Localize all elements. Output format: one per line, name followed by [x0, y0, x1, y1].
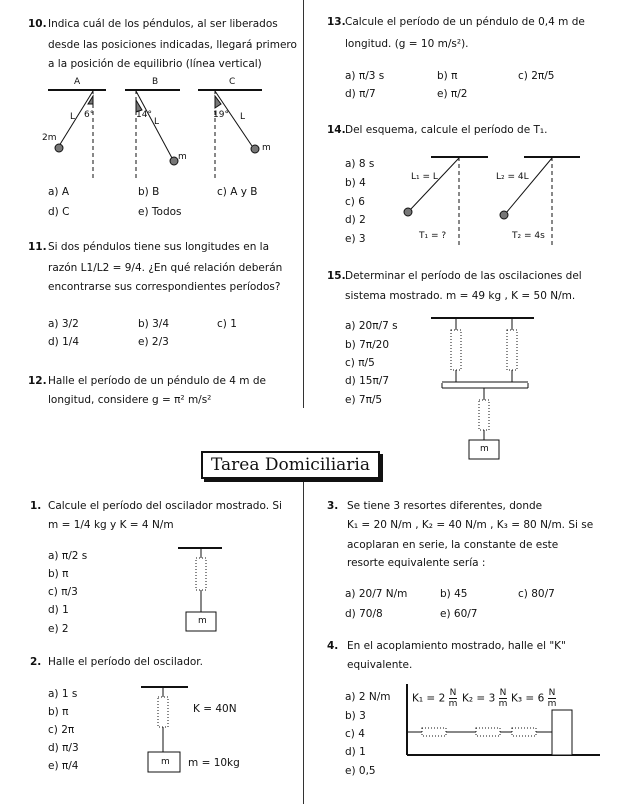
q13-option-c: c) 2π/5 — [518, 70, 555, 82]
q12-text-line1: Halle el período de un péndulo de 4 m de — [48, 375, 266, 387]
q11-text-line1: Si dos péndulos tiene sus longitudes en la — [48, 241, 270, 253]
q10-option-c: c) A y B — [217, 186, 258, 198]
q12-text-line2: longitud, considere g = π² m/s² — [48, 394, 212, 406]
h4-k2-fraction — [499, 688, 508, 709]
h3-text-line4: resorte equivalente sería : — [347, 557, 486, 569]
h1-option-d: d) 1 — [48, 604, 69, 616]
q10-option-a: a) A — [48, 186, 70, 198]
h1-text-line1: Calcule el período del oscilador mostrado. Si — [48, 500, 282, 512]
h3-text-line3: acoplaran en serie, la constante de este — [347, 539, 559, 551]
h3-option-d: d) 70/8 — [345, 608, 383, 620]
q11-option-b: b) 3/4 — [138, 318, 169, 330]
h4-k3-den: m — [547, 699, 557, 709]
h4-option-c: c) 4 — [345, 728, 365, 740]
h4-k1-fraction — [449, 688, 458, 709]
q11-option-c: c) 1 — [217, 318, 237, 330]
q13-option-e: e) π/2 — [437, 88, 468, 100]
h2-text: Halle el período del oscilador. — [48, 656, 203, 668]
h3-option-c: c) 80/7 — [518, 588, 555, 600]
q15-number: 15. — [327, 270, 346, 282]
q15-text-line1: Determinar el período de las oscilaciones del — [345, 270, 582, 282]
q14-option-c: c) 6 — [345, 196, 365, 208]
h1-number: 1. — [30, 500, 42, 512]
q14-option-e: e) 3 — [345, 233, 366, 245]
q10-label-l2: L — [154, 117, 160, 127]
h3-text-line1: Se tiene 3 resortes diferentes, donde — [347, 500, 543, 512]
q10-label-c: C — [229, 77, 236, 87]
q10-text-line3: a la posición de equilibrio (línea vertical) — [48, 58, 262, 70]
q11-number: 11. — [28, 241, 47, 253]
h2-option-c: c) 2π — [48, 724, 75, 736]
q13-option-a: a) π/3 s — [345, 70, 385, 82]
h4-k1-text: K₁ = 2 — [412, 692, 446, 705]
q10-option-d: d) C — [48, 206, 70, 218]
h4-k3-num: N — [548, 688, 556, 698]
h4-k2-den: m — [498, 699, 508, 709]
q10-label-m3: m — [262, 143, 271, 153]
q11-text-line2: razón L1/L2 = 9/4. ¿En qué relación deberán — [48, 262, 283, 274]
h4-k2-num: N — [499, 688, 507, 698]
q10-text-line2: desde las posiciones indicadas, llegará primero — [48, 39, 297, 51]
q14-option-d: d) 2 — [345, 214, 366, 226]
q10-label-m2: m — [178, 152, 187, 162]
q15-option-e: e) 7π/5 — [345, 394, 383, 406]
h2-option-a: a) 1 s — [48, 688, 78, 700]
q14-label-t1: T₁ = ? — [419, 231, 447, 241]
h1-option-a: a) π/2 s — [48, 550, 88, 562]
h4-k1-num: N — [449, 688, 457, 698]
q15-option-d: d) 15π/7 — [345, 375, 389, 387]
h3-text-line2: K₁ = 20 N/m , K₂ = 40 N/m , K₃ = 80 N/m. Si se — [347, 519, 594, 531]
h4-k3-text: K₃ = 6 — [511, 692, 545, 705]
h4-text-line1: En el acoplamiento mostrado, halle el "K" — [347, 640, 566, 652]
q15-option-c: c) π/5 — [345, 357, 375, 369]
h4-number: 4. — [327, 640, 339, 652]
h1-option-c: c) π/3 — [48, 586, 78, 598]
q14-text: Del esquema, calcule el período de T₁. — [345, 124, 548, 136]
q15-option-a: a) 20π/7 s — [345, 320, 398, 332]
q11-option-d: d) 1/4 — [48, 336, 79, 348]
h4-option-b: b) 3 — [345, 710, 366, 722]
q13-option-b: b) π — [437, 70, 458, 82]
q13-number: 13. — [327, 16, 346, 28]
q10-label-m1: 2m — [42, 133, 57, 143]
q11-option-a: a) 3/2 — [48, 318, 79, 330]
h2-option-e: e) π/4 — [48, 760, 79, 772]
q15-mass-label: m — [480, 444, 489, 454]
h2-k-label: K = 40N — [193, 703, 237, 715]
h4-k3-fraction — [548, 688, 557, 709]
q14-label-t2: T₂ = 4s — [512, 231, 545, 241]
h1-option-b: b) π — [48, 568, 69, 580]
q10-pendulum-a — [48, 90, 106, 180]
q12-number: 12. — [28, 375, 47, 387]
q10-pendulum-b — [125, 90, 180, 180]
q10-label-a: A — [74, 77, 81, 87]
q13-text-line1: Calcule el período de un péndulo de 0,4 m de — [345, 16, 585, 28]
q10-label-ang1: 6° — [84, 110, 95, 120]
q10-label-l1: L — [70, 112, 76, 122]
q10-option-b: b) B — [138, 186, 160, 198]
h1-mass-label: m — [198, 616, 207, 626]
h2-mass-label: m — [161, 757, 170, 767]
h3-number: 3. — [327, 500, 339, 512]
q10-label-b: B — [152, 77, 159, 87]
h4-option-d: d) 1 — [345, 746, 366, 758]
h2-number: 2. — [30, 656, 42, 668]
q13-option-d: d) π/7 — [345, 88, 376, 100]
h1-option-e: e) 2 — [48, 623, 69, 635]
q10-label-ang2: 14° — [136, 110, 152, 120]
h4-text-line2: equivalente. — [347, 659, 413, 671]
q11-option-e: e) 2/3 — [138, 336, 169, 348]
h2-m-label: m = 10kg — [188, 757, 240, 769]
h4-k2-text: K₂ = 3 — [462, 692, 496, 705]
h4-k2-label — [462, 688, 507, 709]
q14-label-l2: L₂ = 4L — [496, 172, 529, 182]
h3-option-a: a) 20/7 N/m — [345, 588, 408, 600]
q14-option-b: b) 4 — [345, 177, 366, 189]
h4-option-a: a) 2 N/m — [345, 691, 391, 703]
q10-text-line1: Indica cuál de los péndulos, al ser liberados — [48, 18, 278, 30]
h4-option-e: e) 0,5 — [345, 765, 376, 777]
q10-option-e: e) Todos — [138, 206, 182, 218]
q15-spring-system — [431, 318, 534, 459]
q11-text-line3: encontrarse sus correspondientes períodos? — [48, 281, 281, 293]
section-title: Tarea Domiciliaria — [201, 451, 380, 479]
q13-text-line2: longitud. (g = 10 m/s²). — [345, 38, 469, 50]
q15-option-b: b) 7π/20 — [345, 339, 389, 351]
q14-label-l1: L₁ = L — [411, 172, 438, 182]
h4-k1-label — [412, 688, 457, 709]
h3-option-e: e) 60/7 — [440, 608, 478, 620]
h2-option-d: d) π/3 — [48, 742, 79, 754]
h4-k1-den: m — [448, 699, 458, 709]
h4-k3-label — [511, 688, 556, 709]
h1-text-line2: m = 1/4 kg y K = 4 N/m — [48, 519, 174, 531]
q10-label-l3: L — [240, 112, 246, 122]
q10-pendulum-c — [198, 90, 262, 180]
h2-option-b: b) π — [48, 706, 69, 718]
q10-number: 10. — [28, 18, 47, 30]
q14-option-a: a) 8 s — [345, 158, 375, 170]
q15-text-line2: sistema mostrado. m = 49 kg , K = 50 N/m. — [345, 290, 576, 302]
q14-number: 14. — [327, 124, 346, 136]
q10-label-ang3: 19° — [213, 110, 229, 120]
h3-option-b: b) 45 — [440, 588, 468, 600]
